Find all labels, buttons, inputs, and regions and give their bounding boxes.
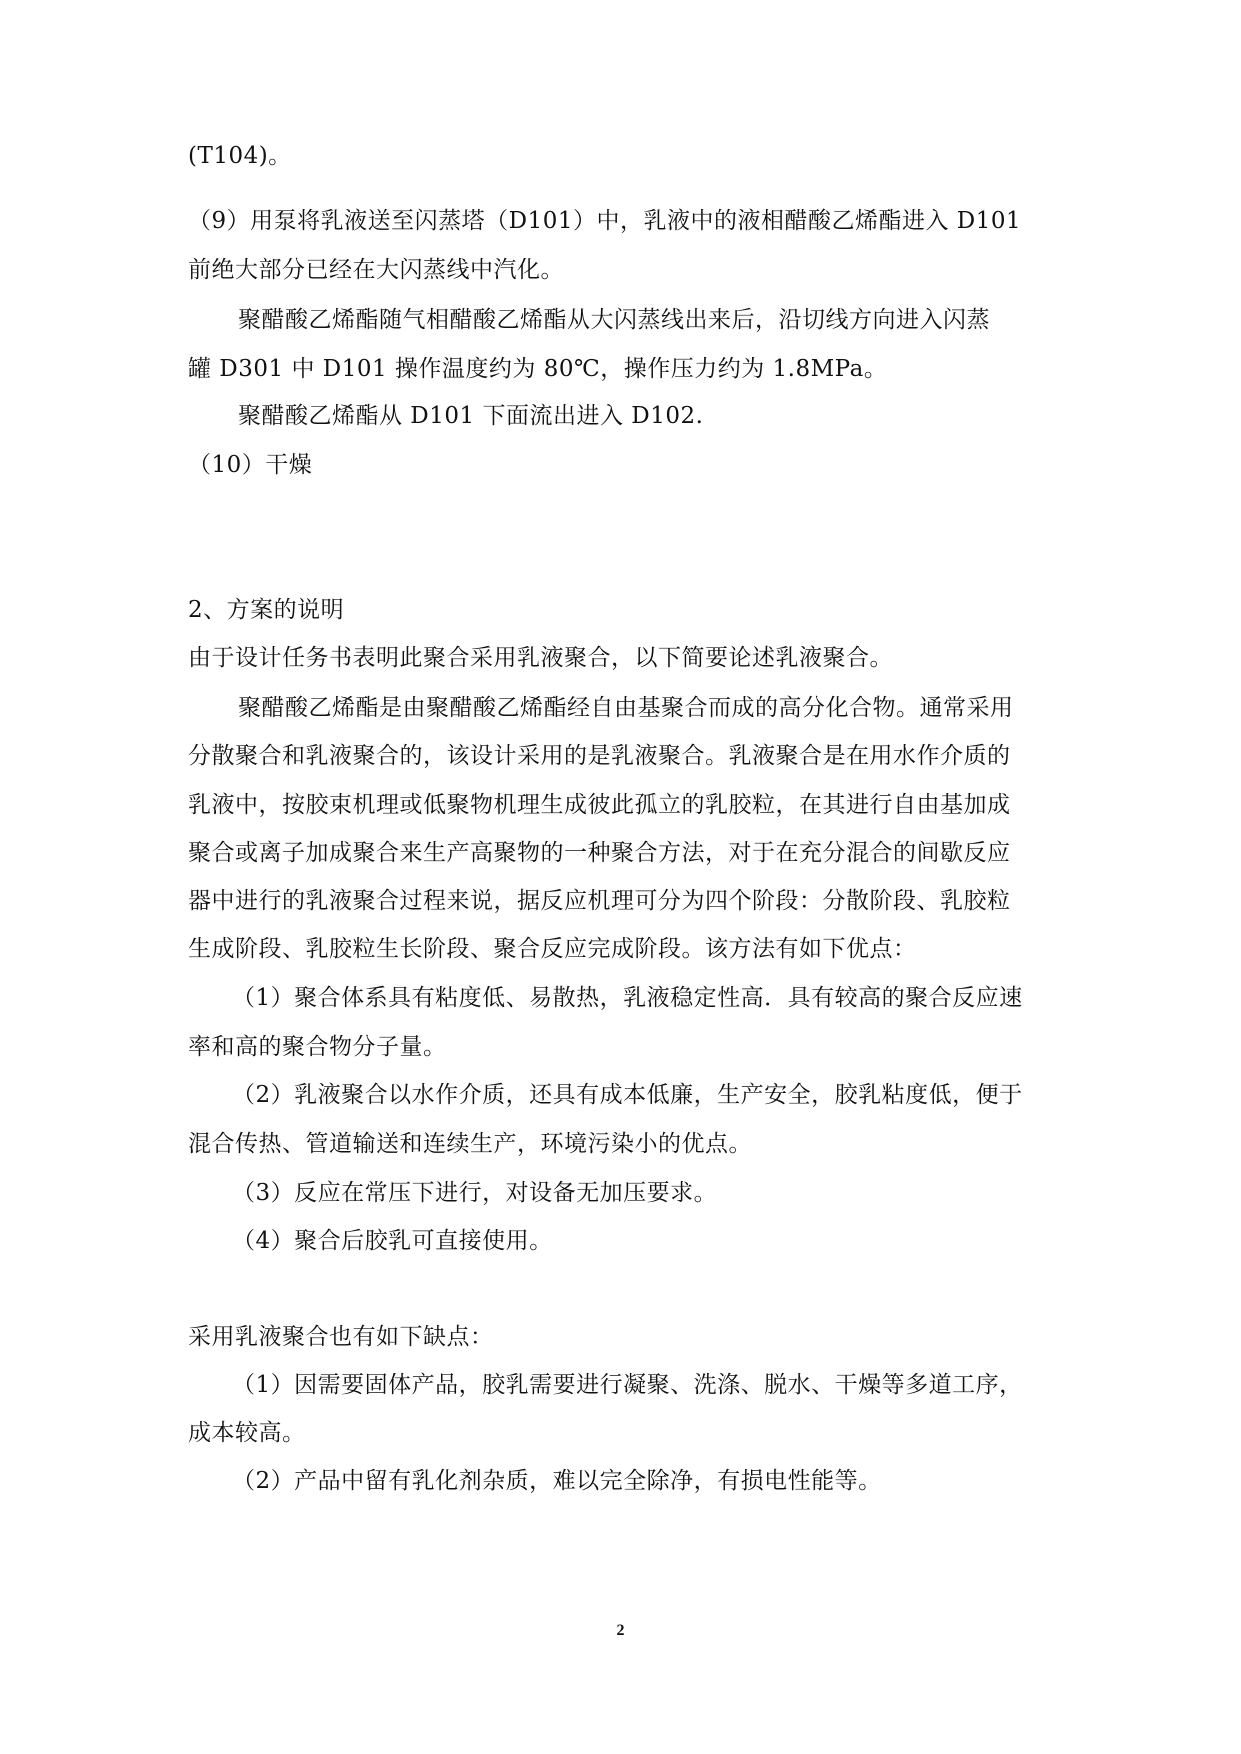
text-line: （2）乳液聚合以水作介质，还具有成本低廉，生产安全，胶乳粘度低，便于 [232,1082,1023,1108]
text-line: （4）聚合后胶乳可直接使用。 [232,1228,553,1254]
text-line: 生成阶段、乳胶粒生长阶段、聚合反应完成阶段。该方法有如下优点： [188,936,917,962]
text-line: （3）反应在常压下进行，对设备无加压要求。 [232,1180,718,1206]
text-line: 聚醋酸乙烯酯从 D101 下面流出进入 D102. [238,403,704,429]
text-line: 混合传热、管道输送和连续生产，环境污染小的优点。 [188,1131,752,1157]
text-line: （9）用泵将乳液送至闪蒸塔（D101）中，乳液中的液相醋酸乙烯酯进入 D101 [188,208,1022,234]
text-line: (T104)。 [188,143,292,169]
text-line: 聚醋酸乙烯酯随气相醋酸乙烯酯从大闪蒸线出来后，沿切线方向进入闪蒸 [238,307,990,333]
text-line: 乳液中，按胶束机理或低聚物机理生成彼此孤立的乳胶粒，在其进行自由基加成 [188,792,1011,818]
text-line: （1）聚合体系具有粘度低、易散热，乳液稳定性高．具有较高的聚合反应速 [232,985,1023,1011]
text-line: 罐 D301 中 D101 操作温度约为 80℃，操作压力约为 1.8MPa。 [188,356,888,382]
text-line: 聚合或离子加成聚合来生产高聚物的一种聚合方法，对于在充分混合的间歇反应 [188,840,1011,866]
text-line: （10）干燥 [188,452,313,478]
text-line: 分散聚合和乳液聚合的，该设计采用的是乳液聚合。乳液聚合是在用水作介质的 [188,743,1011,769]
text-line: 采用乳液聚合也有如下缺点： [188,1324,494,1350]
text-line: 率和高的聚合物分子量。 [188,1034,447,1060]
text-line: 前绝大部分已经在大闪蒸线中汽化。 [188,257,564,283]
text-line: 成本较高。 [188,1420,306,1446]
section-heading: 2、方案的说明 [188,597,345,623]
text-line: （1）因需要固体产品，胶乳需要进行凝聚、洗涤、脱水、干燥等多道工序， [232,1372,1023,1398]
page-number: 2 [616,1622,625,1639]
text-line: 由于设计任务书表明此聚合采用乳液聚合，以下简要论述乳液聚合。 [188,645,893,671]
text-line: 聚醋酸乙烯酯是由聚醋酸乙烯酯经自由基聚合而成的高分化合物。通常采用 [238,695,1014,721]
text-line: 器中进行的乳液聚合过程来说，据反应机理可分为四个阶段：分散阶段、乳胶粒 [188,888,1011,914]
text-line: （2）产品中留有乳化剂杂质，难以完全除净，有损电性能等。 [232,1468,882,1494]
